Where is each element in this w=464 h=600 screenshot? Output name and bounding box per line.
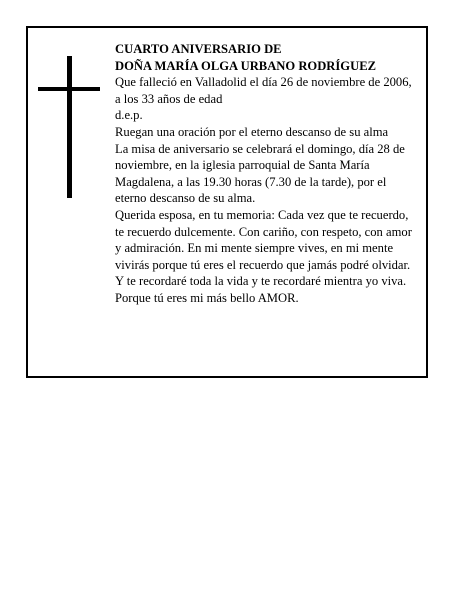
prayer-request: Ruegan una oración por el eterno descanso de su alma xyxy=(115,124,389,139)
notice-title-line-2: DOÑA MARÍA OLGA URBANO RODRÍGUEZ xyxy=(115,58,376,73)
cross-horizontal-bar xyxy=(38,87,100,91)
dedication-text: Querida esposa, en tu memoria: Cada vez que te recuerdo, te recuerdo dulcemente. Con cariño, con respeto, con amor y admiración. En mi mente siempre vives, en mi mente vivirás porque tú eres el recuerdo que jamás podré olvidar. Y te recordaré toda la vida y te recordaré mientra yo viva. Porque tú eres mi más bello AMOR. xyxy=(115,207,412,305)
notice-title-line-1: CUARTO ANIVERSARIO DE xyxy=(115,42,282,56)
cross-vertical-bar xyxy=(67,56,72,198)
obituary-notice xyxy=(26,26,428,378)
notice-text xyxy=(115,41,415,307)
death-info: Que falleció en Valladolid el día 26 de noviembre de 2006, a los 33 años de edad xyxy=(115,75,412,106)
dep-abbreviation: d.e.p. xyxy=(115,108,143,123)
mass-info: La misa de aniversario se celebrará el domingo, día 28 de noviembre, en la iglesia parroquial de Santa María Magdalena, a las 19.30 horas (7.30 de la tarde), por el eterno descanso de su alma. xyxy=(115,141,405,206)
